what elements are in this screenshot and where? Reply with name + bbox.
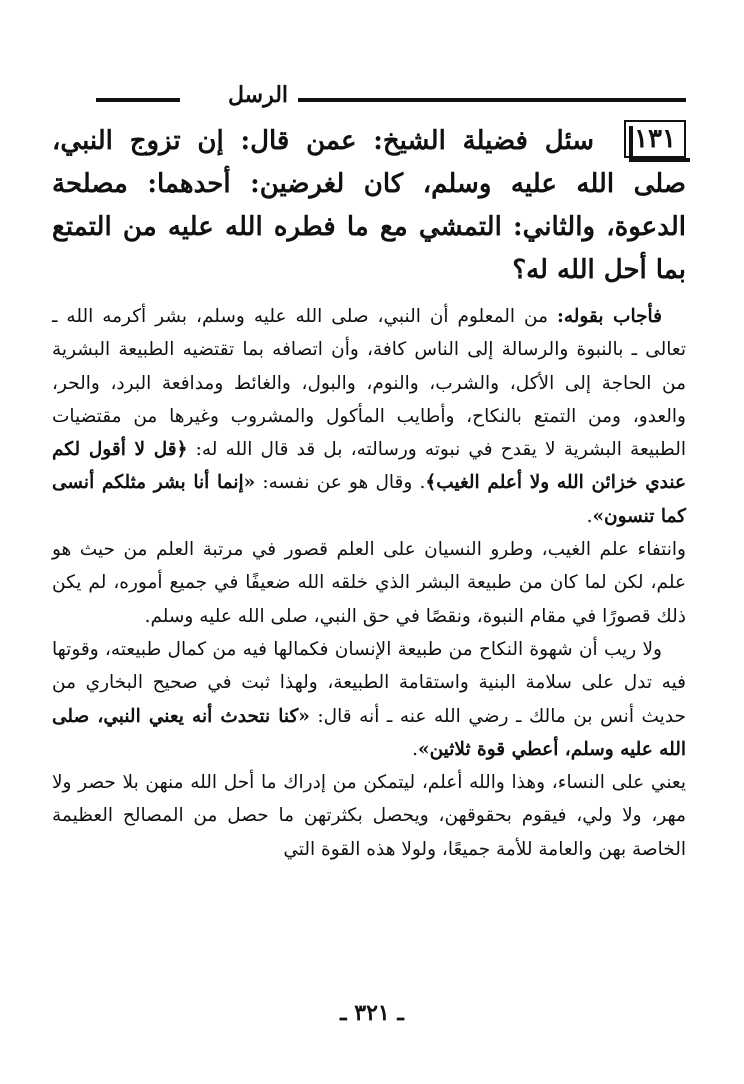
answer-paragraph-2: وانتفاء علم الغيب، وطرو النسيان على العلم قصور في مرتبة العلم من حيث هو علم، لكن لما كان من طبيعة البشر الذي خلقه الله ضعيفًا في جميع أموره، لم يكن ذلك قصورًا في مقام النبوة، ونقصًا في حق النبي، صلى الله عليه وسلم. (52, 539, 686, 627)
running-header (66, 78, 686, 114)
header-title: الرسل (218, 78, 298, 112)
answer-text-3a: ولا ريب أن شهوة النكاح من طبيعة الإنسان فكمالها فيه من كمال طبيعته، وقوتها فيه تدل على سلامة البنية واستقامة الطبيعة، ولهذا ثبت في صحيح البخاري من حديث أنس بن مالك ـ رضي الله عنه ـ أنه قال: (52, 638, 686, 727)
question-number: ١٣١ (624, 120, 686, 158)
answer-paragraph-1 (52, 300, 686, 533)
answer-text-3b: . (412, 738, 419, 760)
header-rule-long (266, 98, 686, 102)
answer-text-1c: . (586, 505, 593, 527)
answer-paragraph-3 (52, 633, 686, 766)
answer-lead: فأجاب بقوله: (557, 306, 662, 327)
answer-text-1a: من المعلوم أن النبي، صلى الله عليه وسلم، بشر أكرمه الله ـ تعالى ـ بالنبوة والرسالة إلى الناس كافة، وأن اتصافه بما تقتضيه الطبيعة البشرية من الحاجة إلى الأكل، والشرب، والنوم، والبول، والغائط ومدافعة البرد، والحر، والعدو، ومن التمتع بالنكاح، وأطايب المأكول والمشروب وغيرها من مقتضيات الطبيعة البشرية لا يقدح في نبوته ورسالته، بل قد قال الله له: (52, 306, 686, 461)
question-text: سئل فضيلة الشيخ: عمن قال: إن تزوج النبي، صلى الله عليه وسلم، كان لغرضين: أحدهما: مصلحة الدعوة، والثاني: التمشي مع ما فطره الله عليه من التمتع بما أحل الله له؟ (52, 126, 686, 285)
answer-paragraph-4: يعني على النساء، وهذا والله أعلم، ليتمكن من إدراك ما أحل الله منهن بلا حصر ولا مهر، ولا ولي، فيقوم بحقوقهن، ويحصل بكثرتهن ما حصل من المصالح العظيمة الخاصة بهن والعامة للأمة جميعًا، ولولا هذه القوة التي (52, 772, 686, 860)
page-number: ـ ٣٢١ ـ (340, 1000, 404, 1026)
answer-text-1b: . وقال هو عن نفسه: (262, 472, 426, 494)
question-block (52, 120, 686, 292)
quran-quote: ﴿قل لا أقول لكم عندي خزائن الله ولا أعلم الغيب﴾ (52, 439, 687, 494)
hadith-quote-2: «كنا نتحدث أنه يعني النبي، صلى الله عليه وسلم، أعطي قوة ثلاثين» (52, 705, 686, 760)
header-rule-short (96, 98, 180, 102)
page-content (52, 120, 686, 866)
hadith-quote-1: «إنما أنا بشر مثلكم أنسى كما تنسون» (52, 472, 686, 527)
answer-block (52, 300, 686, 866)
